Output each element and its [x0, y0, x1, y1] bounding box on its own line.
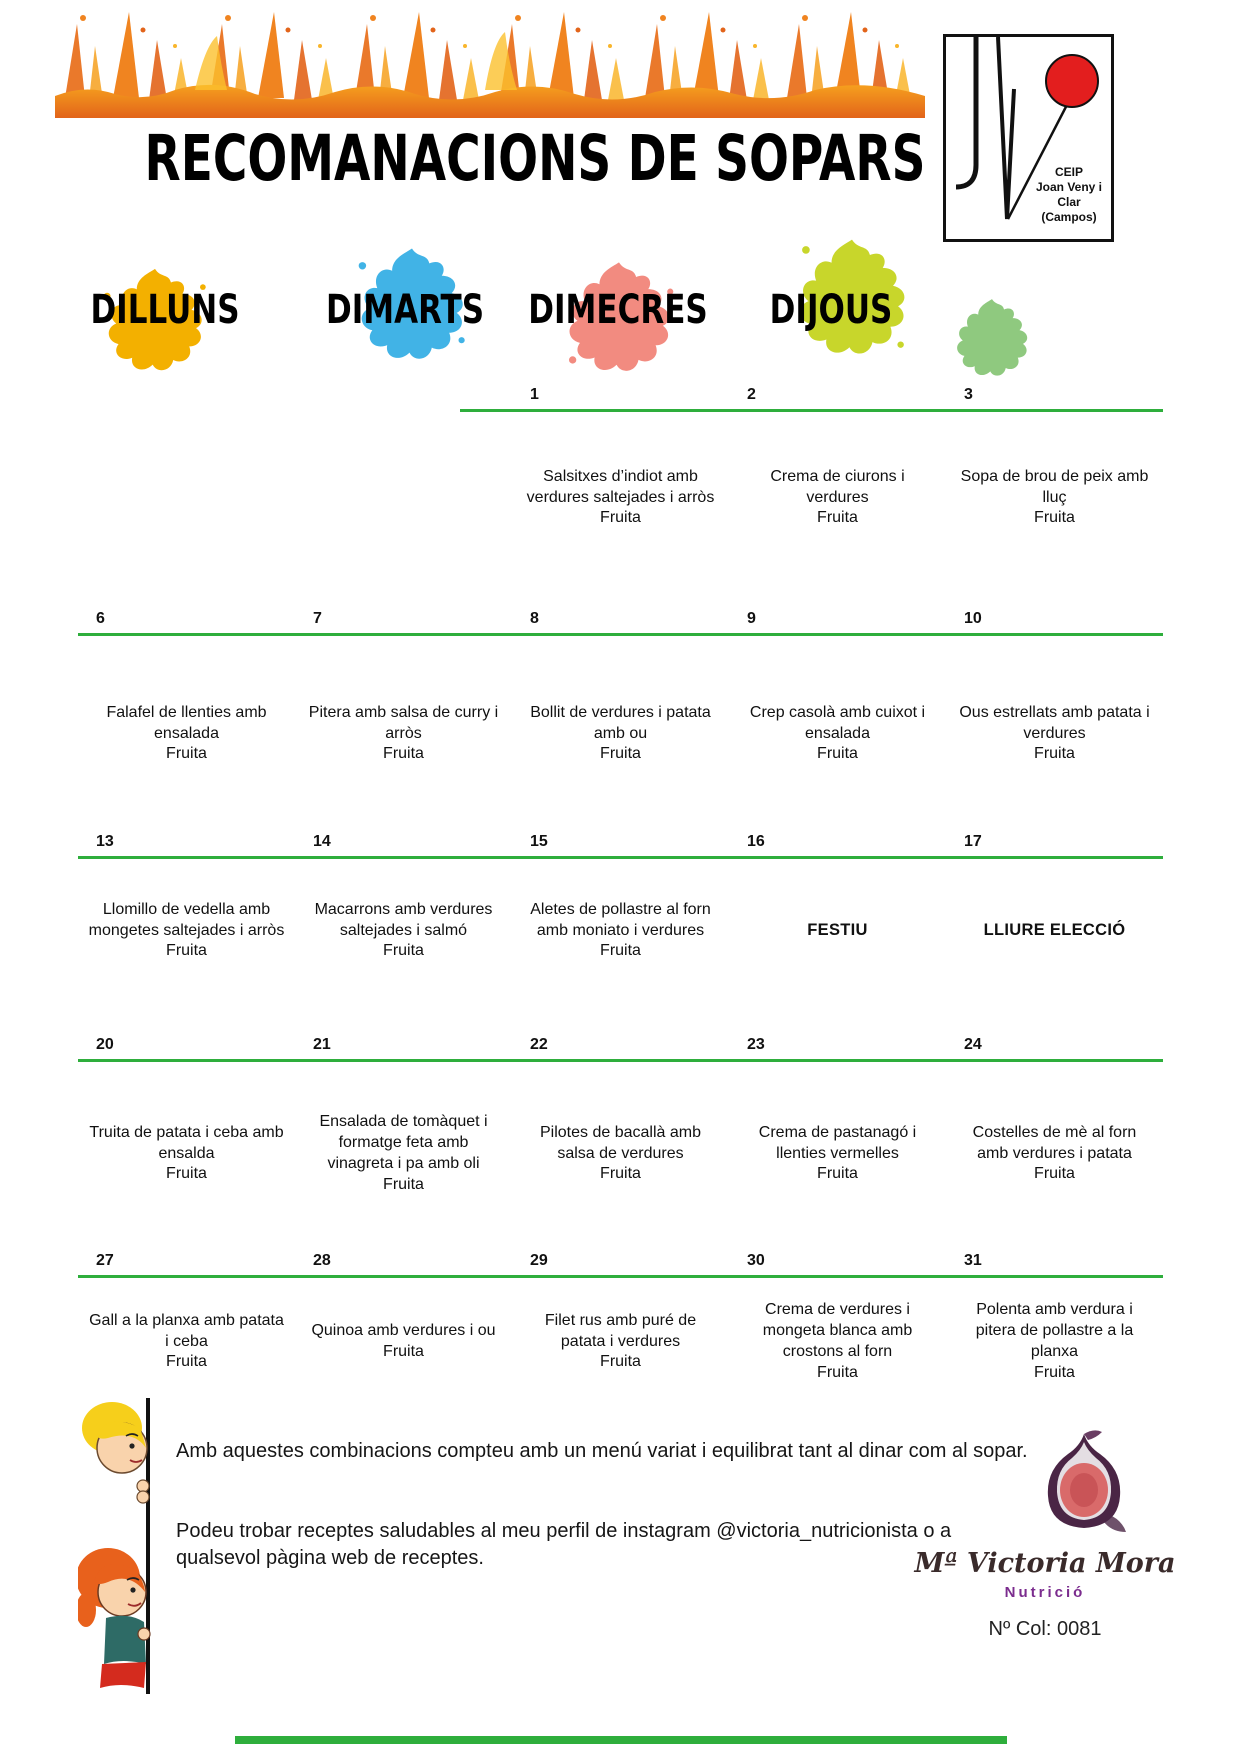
- bottom-green-bar: [235, 1736, 1007, 1744]
- meal-row: [78, 678, 1163, 790]
- meal-cell: Crema de ciurons i verdures Fruita: [770, 467, 905, 527]
- date-cell: 29: [530, 1252, 548, 1269]
- date-cell: 15: [530, 833, 548, 850]
- school-logo: [943, 34, 1114, 242]
- date-cell: 17: [964, 833, 982, 850]
- day-label: DIMARTS: [325, 286, 485, 334]
- meal-cell: Pilotes de bacallà amb salsa de verdures Fruita: [540, 1123, 701, 1183]
- day-header-dimarts: [300, 248, 510, 390]
- meal-cell: Gall a la planxa amb patata i ceba Fruita: [89, 1311, 284, 1371]
- meal-cell: Ous estrellats amb patata i verdures Fruita: [959, 703, 1150, 763]
- week-divider: [78, 633, 1163, 636]
- meal-row: [78, 1286, 1163, 1398]
- date-cell: 9: [747, 610, 756, 627]
- calendar-week-4: [78, 1036, 1163, 1210]
- meal-cell: Crema de pastanagó i llenties vermelles Fruita: [758, 1123, 917, 1183]
- meal-cell: Macarrons amb verdures saltejades i salmó Fruita: [314, 900, 493, 960]
- splash-banner: [55, 6, 925, 118]
- date-cell: 14: [313, 833, 331, 850]
- day-header-divendres: [935, 248, 1065, 390]
- date-cell: [295, 386, 512, 404]
- date-cell: 7: [313, 610, 322, 627]
- page-title: RECOMANACIONS DE SOPARS: [144, 122, 926, 197]
- brand-name: Mª Victoria Mora: [914, 1548, 1176, 1579]
- footer-note-1: Amb aquestes combinacions compteu amb un menú variat i equilibrat tant al dinar com al sopar.: [176, 1440, 1028, 1462]
- week-divider: [78, 856, 1163, 859]
- meal-cell: Crep casolà amb cuixot i ensalada Fruita: [749, 703, 926, 763]
- fig-logo: [1038, 1428, 1130, 1542]
- meal-row: [78, 442, 1163, 554]
- day-header-dijous: [726, 248, 936, 390]
- meal-cell-festiu: FESTIU: [807, 921, 868, 940]
- meal-cell: Salsitxes d’indiot amb verdures saltejades i arròs Fruita: [526, 467, 715, 527]
- meal-cell: Aletes de pollastre al forn amb moniato i verdures Fruita: [530, 900, 711, 960]
- meal-cell: Sopa de brou de peix amb lluç Fruita: [960, 467, 1149, 527]
- meal-cell-lliure-eleccio: LLIURE ELECCIÓ: [983, 921, 1126, 940]
- footer-note-2: Podeu trobar receptes saludables al meu perfil de instagram @victoria_nutricionista o a qualsevol pàgina web de receptes.: [176, 1520, 952, 1569]
- date-cell: 22: [530, 1036, 548, 1053]
- date-cell: 31: [964, 1252, 982, 1269]
- logo-red-dot: [1046, 55, 1098, 107]
- day-header-dilluns: [60, 248, 270, 390]
- date-cell: 1: [530, 386, 539, 403]
- date-cell: 28: [313, 1252, 331, 1269]
- date-cell: [78, 386, 295, 404]
- meal-cell: Falafel de llenties amb ensalada Fruita: [106, 703, 267, 763]
- date-cell: 6: [96, 610, 105, 627]
- date-row: [78, 1252, 1163, 1270]
- calendar-week-2: [78, 610, 1163, 790]
- meal-cell: Pitera amb salsa de curry i arròs Fruita: [308, 703, 499, 763]
- date-row: [78, 833, 1163, 851]
- meal-cell: Bollit de verdures i patata amb ou Fruita: [530, 703, 711, 763]
- date-cell: 2: [747, 386, 756, 403]
- mascot-kids: [78, 1396, 158, 1698]
- date-cell: 8: [530, 610, 539, 627]
- meal-cell: Truita de patata i ceba amb ensalda Fruita: [89, 1123, 284, 1183]
- school-name: CEIP Joan Veny i Clar (Campos): [1035, 165, 1103, 224]
- meal-cell: Filet rus amb puré de patata i verdures Fruita: [544, 1311, 697, 1371]
- week-divider: [460, 409, 1163, 412]
- meal-cell: Costelles de mè al forn amb verdures i patata Fruita: [972, 1123, 1137, 1183]
- date-row: [78, 1036, 1163, 1054]
- date-cell: 20: [96, 1036, 114, 1053]
- calendar-week-1: [78, 386, 1163, 554]
- date-cell: 13: [96, 833, 114, 850]
- meal-cell: Ensalada de tomàquet i formatge feta amb vinagreta i pa amb oli Fruita: [319, 1113, 488, 1193]
- calendar-week-3: [78, 833, 1163, 987]
- calendar-week-5: [78, 1252, 1163, 1398]
- week-divider: [78, 1275, 1163, 1278]
- date-row: [78, 610, 1163, 628]
- date-row: [78, 386, 1163, 404]
- date-cell: 16: [747, 833, 765, 850]
- date-cell: 23: [747, 1036, 765, 1053]
- license-number: Nº Col: 0081: [988, 1618, 1102, 1640]
- day-label: DIMECRES: [528, 286, 708, 334]
- date-cell: 27: [96, 1252, 114, 1269]
- meal-cell: Crema de verdures i mongeta blanca amb crostons al forn Fruita: [762, 1301, 913, 1381]
- date-cell: 21: [313, 1036, 331, 1053]
- meal-row: [78, 875, 1163, 987]
- meal-cell: Quinoa amb verdures i ou Fruita: [311, 1322, 496, 1360]
- day-header-dimecres: [512, 248, 724, 390]
- date-cell: 30: [747, 1252, 765, 1269]
- day-label: DILLUNS: [90, 286, 240, 334]
- brand-tagline: Nutrició: [1004, 1584, 1086, 1601]
- week-divider: [78, 1059, 1163, 1062]
- meal-row: [78, 1098, 1163, 1210]
- date-cell: 24: [964, 1036, 982, 1053]
- day-label: DIJOUS: [769, 286, 893, 334]
- meal-cell: Polenta amb verdura i pitera de pollastre a la planxa Fruita: [975, 1301, 1134, 1381]
- meal-cell: Llomillo de vedella amb mongetes saltejades i arròs Fruita: [88, 900, 285, 960]
- paint-splat-icon: [949, 294, 1035, 380]
- date-cell: 10: [964, 610, 982, 627]
- date-cell: 3: [964, 386, 973, 403]
